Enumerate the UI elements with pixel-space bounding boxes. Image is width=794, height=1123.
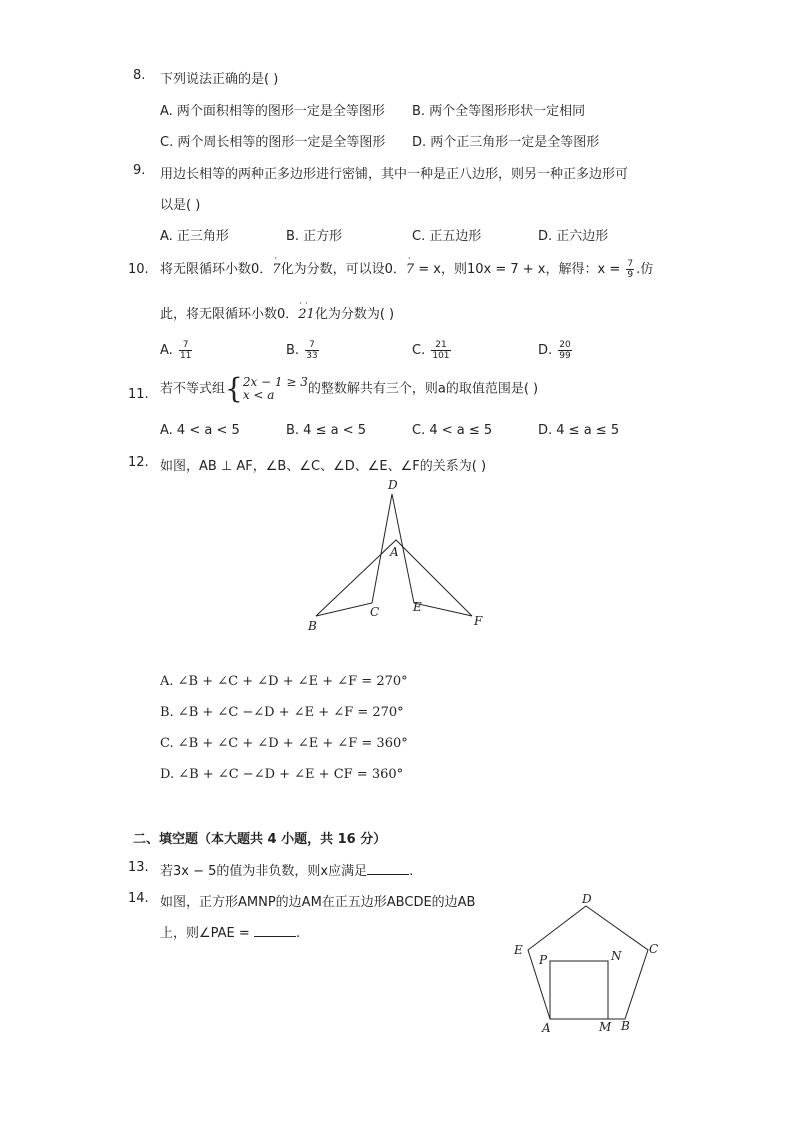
q14-line1: 如图，正方形AMNP的边AM在正五边形ABCDE的边AB xyxy=(160,895,476,910)
q10-option-d xyxy=(538,340,574,361)
q11-number: 11. xyxy=(128,387,149,402)
q10-opt-d-den: 99 xyxy=(559,351,571,361)
q11-option-d: D. 4 ≤ a ≤ 5 xyxy=(538,423,620,438)
q10-repeat-21: 21 xyxy=(298,307,315,322)
q10-line1-text-d: .仿 xyxy=(636,262,654,277)
q12-option-d: D. ∠B + ∠C −∠D + ∠E + CF = 360° xyxy=(160,767,404,782)
q10-opt-a-den: 11 xyxy=(179,351,192,361)
q10-opt-c-num: 21 xyxy=(431,340,450,351)
q11-option-c: C. 4 < a ≤ 5 xyxy=(412,423,493,438)
q11-system xyxy=(243,376,308,402)
q10-line1-text-c: = x，则10x = 7 + x，解得：x = xyxy=(414,262,625,277)
q9-option-d: D. 正六边形 xyxy=(538,229,609,244)
q14-label-d: D xyxy=(582,892,592,906)
q10-number: 10. xyxy=(128,262,149,277)
q14-figure xyxy=(505,888,665,1038)
q14-line2 xyxy=(160,922,300,941)
q11-stem-b: 的整数解共有三个，则a的取值范围是( ) xyxy=(307,381,539,397)
q10-repeat-1: 7 xyxy=(272,262,281,277)
q9-option-a: A. 正三角形 xyxy=(160,229,229,244)
q12-figure xyxy=(300,474,500,634)
section-title: 二、填空题（本大题共 4 小题，共 16 分） xyxy=(133,832,387,847)
q10-line2 xyxy=(160,299,395,322)
q10-frac-den: 9 xyxy=(627,270,634,280)
q12-stem: 如图，AB ⊥ AF，∠B、∠C、∠D、∠E、∠F的关系为( ) xyxy=(160,459,487,474)
q12-label-b: B xyxy=(308,619,317,633)
q11-stem-a: 若不等式组 xyxy=(160,381,226,397)
q13-number: 13. xyxy=(128,860,149,875)
q14-label-m: M xyxy=(599,1020,612,1034)
q10-repeating-digit: · 7 xyxy=(272,254,281,277)
q9-stem-line1: 用边长相等的两种正多边形进行密铺，其中一种是正八边形，则另一种正多边形可 xyxy=(160,167,629,182)
q10-line1 xyxy=(160,254,654,280)
q14-label-b: B xyxy=(621,1019,630,1033)
q10-line1-text-b: 化为分数，可以设0． xyxy=(280,262,406,277)
q11-option-a: A. 4 < a < 5 xyxy=(160,423,240,438)
q9-option-c: C. 正五边形 xyxy=(412,229,482,244)
q12-label-e: E xyxy=(413,600,422,614)
q10-repeating-digit-2: · 7 xyxy=(405,254,415,277)
q13-answer-blank[interactable] xyxy=(367,862,409,875)
q14-answer-blank[interactable] xyxy=(254,924,296,937)
q13-stem-b: . xyxy=(409,864,414,879)
q14-square xyxy=(550,961,608,1019)
q10-option-a xyxy=(160,340,194,361)
q10-opt-c-label: C. xyxy=(412,343,426,358)
q12-label-c: C xyxy=(370,605,380,619)
q13-stem-a: 若3x − 5的值为非负数，则x应满足 xyxy=(160,864,368,879)
q11-stem xyxy=(160,372,539,405)
q12-number: 12. xyxy=(128,455,149,470)
q14-label-a: A xyxy=(542,1021,551,1035)
q8-option-a: A. 两个面积相等的图形一定是全等图形 xyxy=(160,104,385,119)
q14-label-n: N xyxy=(611,949,622,963)
q10-opt-c-den: 101 xyxy=(432,351,450,361)
q12-label-d: D xyxy=(388,478,398,492)
q8-option-c: C. 两个周长相等的图形一定是全等图形 xyxy=(160,135,386,150)
q10-frac-num: 7 xyxy=(627,259,634,269)
q9-number: 9. xyxy=(133,163,146,178)
q14-number: 14. xyxy=(128,891,149,906)
q8-option-d: D. 两个正三角形一定是全等图形 xyxy=(412,135,600,150)
q8-stem: 下列说法正确的是( ) xyxy=(160,72,279,87)
q14-label-c: C xyxy=(649,942,659,956)
q10-option-c xyxy=(412,340,453,361)
q8-option-b: B. 两个全等图形形状一定相同 xyxy=(412,104,586,119)
q10-opt-d-label: D. xyxy=(538,343,553,358)
q9-stem-line2: 以是( ) xyxy=(160,198,201,213)
q12-label-a: A xyxy=(390,545,399,559)
q10-fraction xyxy=(626,259,634,280)
q9-option-b: B. 正方形 xyxy=(286,229,343,244)
q12-option-a: A. ∠B + ∠C + ∠D + ∠E + ∠F = 270° xyxy=(160,674,408,689)
q10-opt-b-label: B. xyxy=(286,343,300,358)
q11-option-b: B. 4 ≤ a < 5 xyxy=(286,423,367,438)
q14-label-e: E xyxy=(514,943,523,957)
q11-sys-line1: 2x − 1 ≥ 3 xyxy=(242,375,308,389)
q14-label-p: P xyxy=(539,953,548,967)
q10-opt-a-label: A. xyxy=(160,343,173,358)
q11-brace: { xyxy=(225,372,243,405)
q10-opt-a-num: 7 xyxy=(179,340,192,351)
q14-line2-b: . xyxy=(295,926,301,941)
q12-option-b: B. ∠B + ∠C −∠D + ∠E + ∠F = 270° xyxy=(160,705,404,720)
q10-repeating-21: · · 21 xyxy=(298,299,315,322)
q10-opt-b-den: 33 xyxy=(306,351,318,361)
q10-opt-d-num: 20 xyxy=(559,340,571,350)
q14-line2-a: 上，则∠PAE = xyxy=(160,926,254,941)
q10-repeat-2: 7 xyxy=(405,262,415,277)
q10-line2-text-a: 此，将无限循环小数0． xyxy=(160,307,299,322)
q10-line1-text-a: 将无限循环小数0． xyxy=(160,262,273,277)
q8-number: 8. xyxy=(133,68,146,83)
q10-option-b xyxy=(286,340,321,361)
q12-option-c: C. ∠B + ∠C + ∠D + ∠E + ∠F = 360° xyxy=(160,736,408,751)
q11-sys-line2: x < a xyxy=(242,388,275,402)
q13-stem xyxy=(160,860,413,879)
q10-opt-b-num: 7 xyxy=(305,340,318,351)
q10-line2-text-b: 化为分数为( ) xyxy=(314,307,395,322)
q12-label-f: F xyxy=(474,614,483,628)
